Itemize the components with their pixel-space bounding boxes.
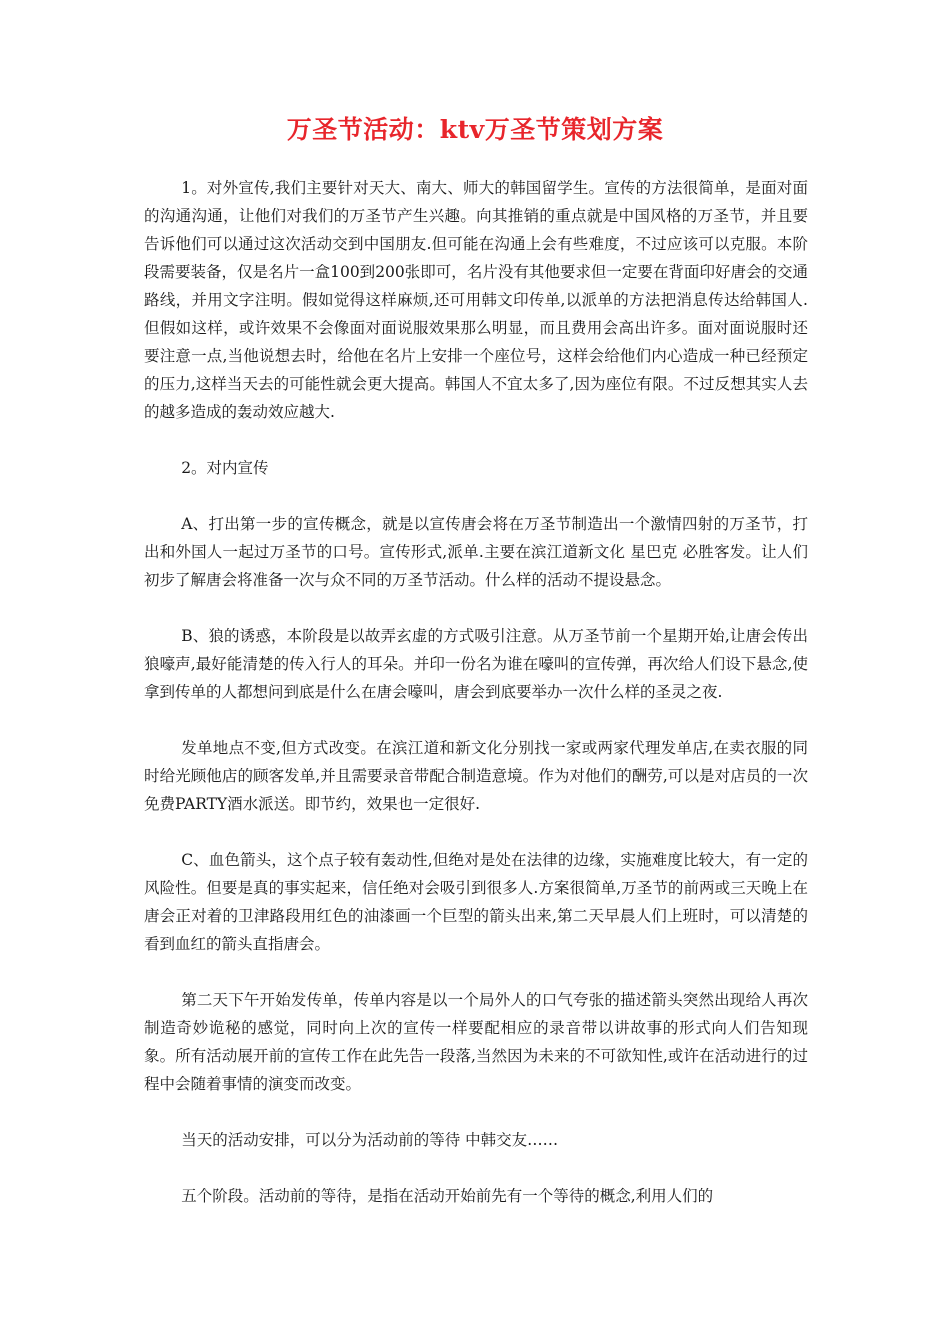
paragraph-second-day-flyers: 第二天下午开始发传单，传单内容是以一个局外人的口气夸张的描述箭头突然出现给人再次制造奇妙诡秘的感觉，同时向上次的宣传一样要配相应的录音带以讲故事的形式向人们告知现象。所有活动展开前的宣传工作在此先告一段落,当然因为未来的不可欲知性,或许在活动进行的过程中会随着事情的演变而改变。 [144,991,808,1093]
paragraph-external-promotion: 1。对外宣传,我们主要针对天大、南大、师大的韩国留学生。宣传的方法很简单，是面对面的沟通沟通，让他们对我们的万圣节产生兴趣。向其推销的重点就是中国风格的万圣节，并且要告诉他们可以通过这次活动交到中国朋友.但可能在沟通上会有些难度，不过应该可以克服。本阶段需要装备，仅是名片一盒100到200张即可，名片没有其他要求但一定要在背面印好唐会的交通路线，并用文字注明。假如觉得这样麻烦,还可用韩文印传单,以派单的方法把消息传达给韩国人.但假如这样，或许效果不会像面对面说服效果那么明显，而且费用会高出许多。面对面说服时还要注意一点,当他说想去时，给他在名片上安排一个座位号，这样会给他们内心造成一种已经预定的压力,这样当天去的可能性就会更大提高。韩国人不宜太多了,因为座位有限。不过反想其实人去的越多造成的轰动效应越大. [144,179,808,421]
document-title: 万圣节活动：ktv万圣节策划方案 [286,115,664,144]
paragraph-day-schedule: 当天的活动安排，可以分为活动前的等待 中韩交友…… [181,1131,559,1149]
paragraph-step-c: C、血色箭头，这个点子较有轰动性,但绝对是处在法律的边缘，实施难度比较大，有一定的风险性。但要是真的事实起来，信任绝对会吸引到很多人.方案很简单,万圣节的前两或三天晚上在唐会正对着的卫津路段用红色的油漆画一个巨型的箭头出来,第二天早晨人们上班时，可以清楚的看到血红的箭头直指唐会。 [144,851,808,953]
document-body [144,174,808,1238]
paragraph-five-stages: 五个阶段。活动前的等待，是指在活动开始前先有一个等待的概念,利用人们的 [181,1187,714,1205]
paragraph-flyer-locations: 发单地点不变,但方式改变。在滨江道和新文化分别找一家或两家代理发单店,在卖衣服的同时给光顾他店的顾客发单,并且需要录音带配合制造意境。作为对他们的酬劳,可以是对店员的一次免费PARTY酒水派送。即节约，效果也一定很好. [144,739,808,813]
paragraph-step-b: B、狼的诱惑，本阶段是以故弄玄虚的方式吸引注意。从万圣节前一个星期开始,让唐会传出狼嚎声,最好能清楚的传入行人的耳朵。并印一份名为谁在嚎叫的宣传弹，再次给人们设下悬念,使拿到传单的人都想问到底是什么在唐会嚎叫，唐会到底要举办一次什么样的圣灵之夜. [144,627,808,701]
paragraph-step-a: A、打出第一步的宣传概念，就是以宣传唐会将在万圣节制造出一个激情四射的万圣节，打出和外国人一起过万圣节的口号。宣传形式,派单.主要在滨江道新文化 星巴克 必胜客发。让人们初步了解唐会将准备一次与众不同的万圣节活动。什么样的活动不提设悬念。 [144,515,808,589]
paragraph-internal-promotion-heading: 2。对内宣传 [181,459,269,477]
